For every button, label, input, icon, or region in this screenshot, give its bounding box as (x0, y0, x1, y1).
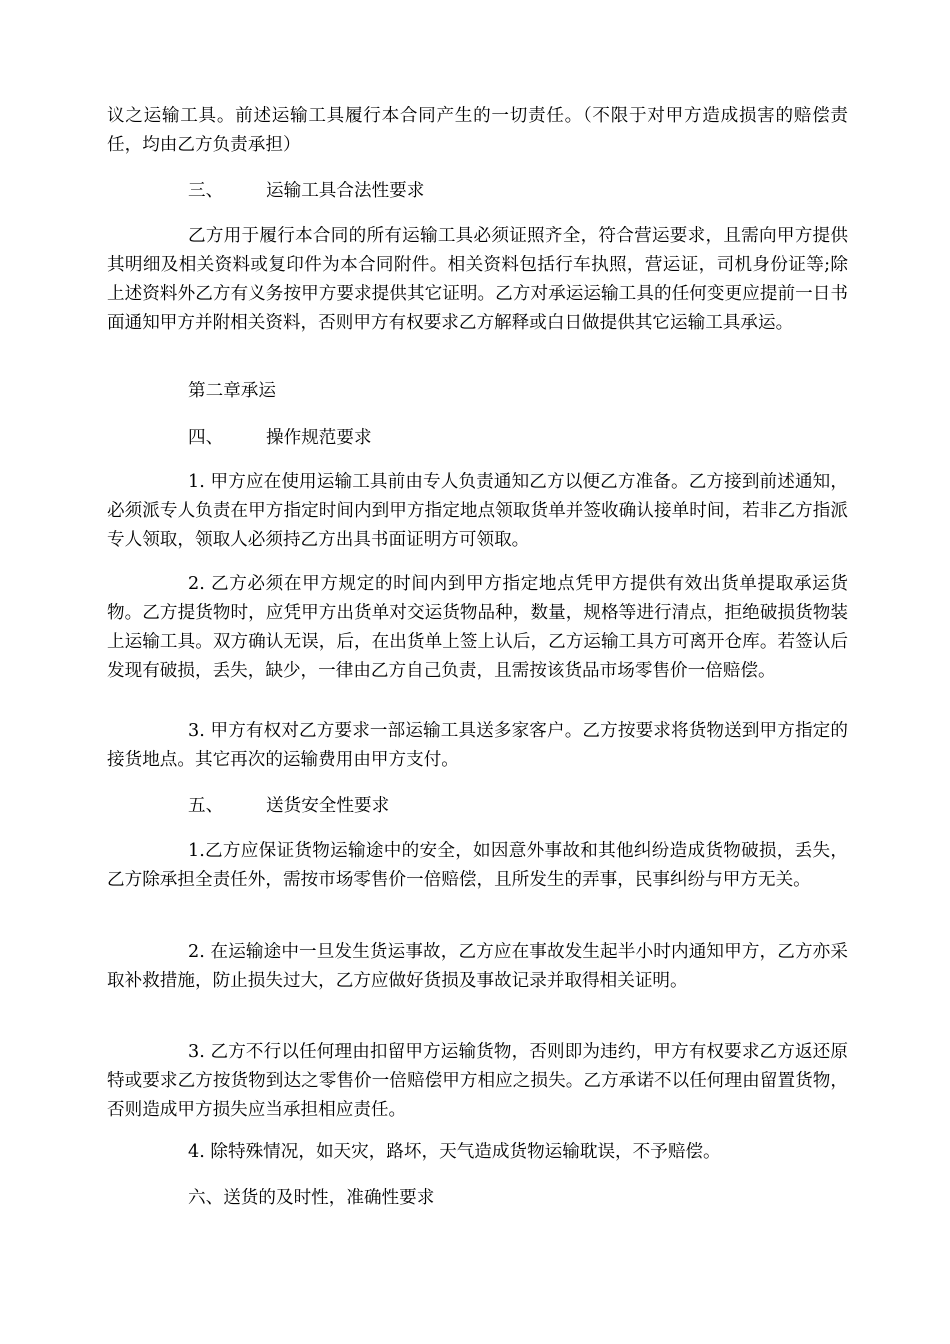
paragraph-operation-3: 3. 甲方有权对乙方要求一部运输工具送多家客户。乙方按要求将货物送到甲方指定的接货地点。其它再次的运输费用由甲方支付。 (107, 721, 848, 770)
paragraph-vehicle-legality: 乙方用于履行本合同的所有运输工具必须证照齐全，符合营运要求，且需向甲方提供其明细及相关资料或复印件为本合同附件。相关资料包括行车执照，营运证，司机身份证等;除上述资料外乙方有义务按甲方要求提供其它证明。乙方对承运运输工具的任何变更应提前一日书面通知甲方并附相关资料，否则甲方有权要求乙方解释或白日做提供其它运输工具承运。 (107, 226, 848, 333)
section-title: 操作规范要求 (266, 428, 372, 448)
section-heading-6: 六、送货的及时性，准确性要求 (188, 1188, 435, 1208)
paragraph-safety-4: 4. 除特殊情况，如天灾，路坏，天气造成货物运输耽误，不予赔偿。 (188, 1142, 721, 1162)
chapter-heading: 第二章承运 (188, 381, 276, 401)
section-number: 五、 (188, 796, 224, 816)
section-title: 运输工具合法性要求 (266, 181, 425, 201)
section-title: 送货安全性要求 (266, 796, 390, 816)
paragraph-safety-2: 2. 在运输途中一旦发生货运事故，乙方应在事故发生起半小时内通知甲方，乙方亦采取补救措施，防止损失过大，乙方应做好货损及事故记录并取得相关证明。 (107, 942, 848, 991)
section-heading-5 (188, 792, 848, 821)
paragraph-safety-3: 3. 乙方不行以任何理由扣留甲方运输货物，否则即为违约，甲方有权要求乙方返还原特或要求乙方按货物到达之零售价一倍赔偿甲方相应之损失。乙方承诺不以任何理由留置货物，否则造成甲方损失应当承担相应责任。 (107, 1042, 848, 1120)
paragraph-operation-2: 2. 乙方必须在甲方规定的时间内到甲方指定地点凭甲方提供有效出货单提取承运货物。乙方提货物时，应凭甲方出货单对交运货物品种，数量，规格等进行清点，拒绝破损货物装上运输工具。双方确认无误，后，在出货单上签上认后，乙方运输工具方可离开仓库。若签认后发现有破损，丢失，缺少，一律由乙方自己负责，且需按该货品市场零售价一倍赔偿。 (107, 574, 848, 681)
section-heading-4 (188, 424, 848, 453)
section-number: 三、 (188, 181, 224, 201)
paragraph-safety-1: 1.乙方应保证货物运输途中的安全，如因意外事故和其他纠纷造成货物破损，丢失，乙方除承担全责任外，需按市场零售价一倍赔偿，且所发生的弄事，民事纠纷与甲方无关。 (107, 841, 848, 890)
section-heading-3 (188, 177, 848, 206)
section-number: 四、 (188, 428, 224, 448)
paragraph-transport-liability: 议之运输工具。前述运输工具履行本合同产生的一切责任。（不限于对甲方造成损害的赔偿责任，均由乙方负责承担） (107, 106, 848, 155)
paragraph-operation-1: 1. 甲方应在使用运输工具前由专人负责通知乙方以便乙方准备。乙方接到前述通知，必须派专人负责在甲方指定时间内到甲方指定地点领取货单并签收确认接单时间，若非乙方指派专人领取，领取人必须持乙方出具书面证明方可领取。 (107, 472, 848, 550)
